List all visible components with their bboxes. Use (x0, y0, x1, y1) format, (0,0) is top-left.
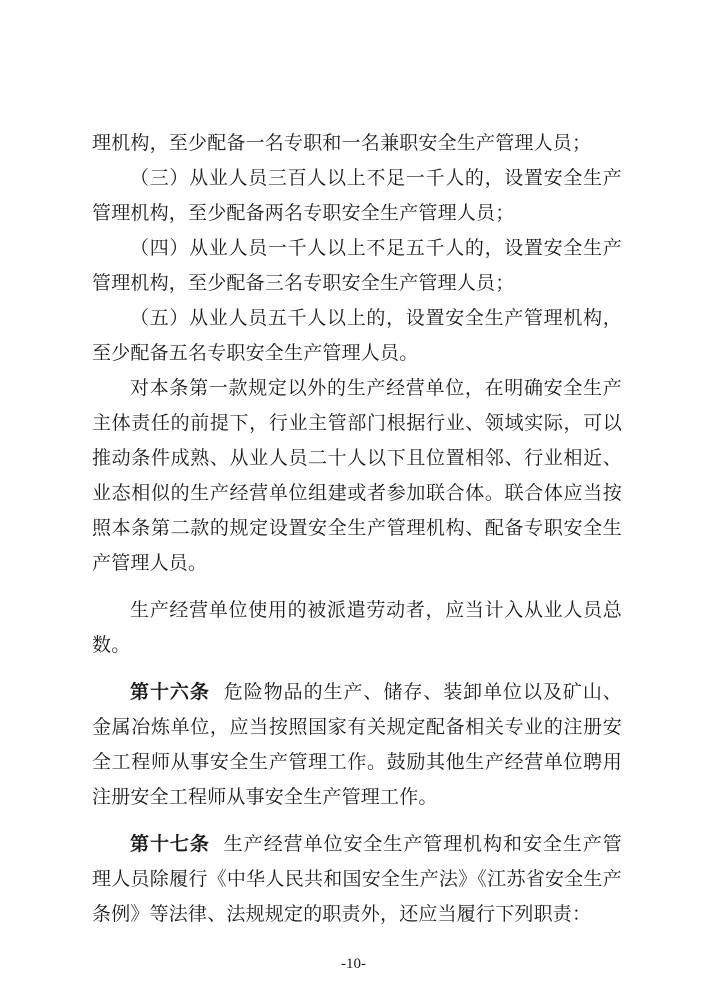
paragraph-consortium: 对本条第一款规定以外的生产经营单位，在明确安全生产主体责任的前提下，行业主管部门根据行业、领域实际，可以推动条件成熟、从业人员二十人以下且位置相邻、行业相近、业态相似的生产经营单位组建或者参加联合体。联合体应当按照本条第二款的规定设置安全生产管理机构、配备专职安全生产管理人员。 (92, 377, 622, 574)
article-sixteen-text: 危险物品的生产、储存、装卸单位以及矿山、金属冶炼单位，应当按照国家有关规定配备相关专业的注册安全工程师从事安全生产管理工作。鼓励其他生产经营单位聘用注册安全工程师从事安全生产管理工作。 (92, 681, 622, 808)
paragraph-continuation: 理机构，至少配备一名专职和一名兼职安全生产管理人员； (92, 132, 592, 154)
page-number: -10- (341, 956, 366, 972)
article-sixteen-heading: 第十六条 (130, 681, 210, 703)
document-body (92, 126, 622, 932)
article-seventeen-text: 生产经营单位安全生产管理机构和安全生产管理人员除履行《中华人民共和国安全生产法》《江苏省安全生产条例》等法律、法规规定的职责外，还应当履行下列职责： (92, 833, 622, 925)
paragraph-item-three: （三）从业人员三百人以上不足一千人的，设置安全生产管理机构，至少配备两名专职安全生产管理人员； (92, 167, 622, 224)
paragraph-item-five: （五）从业人员五千人以上的，设置安全生产管理机构，至少配备五名专职安全生产管理人员。 (92, 307, 622, 364)
article-sixteen (92, 675, 622, 815)
article-seventeen (92, 827, 622, 932)
paragraph-item-four: （四）从业人员一千人以上不足五千人的，设置安全生产管理机构，至少配备三名专职安全生产管理人员； (92, 237, 622, 294)
paragraph-dispatched-workers: 生产经营单位使用的被派遣劳动者，应当计入从业人员总数。 (92, 599, 622, 656)
article-seventeen-heading: 第十七条 (130, 833, 210, 855)
